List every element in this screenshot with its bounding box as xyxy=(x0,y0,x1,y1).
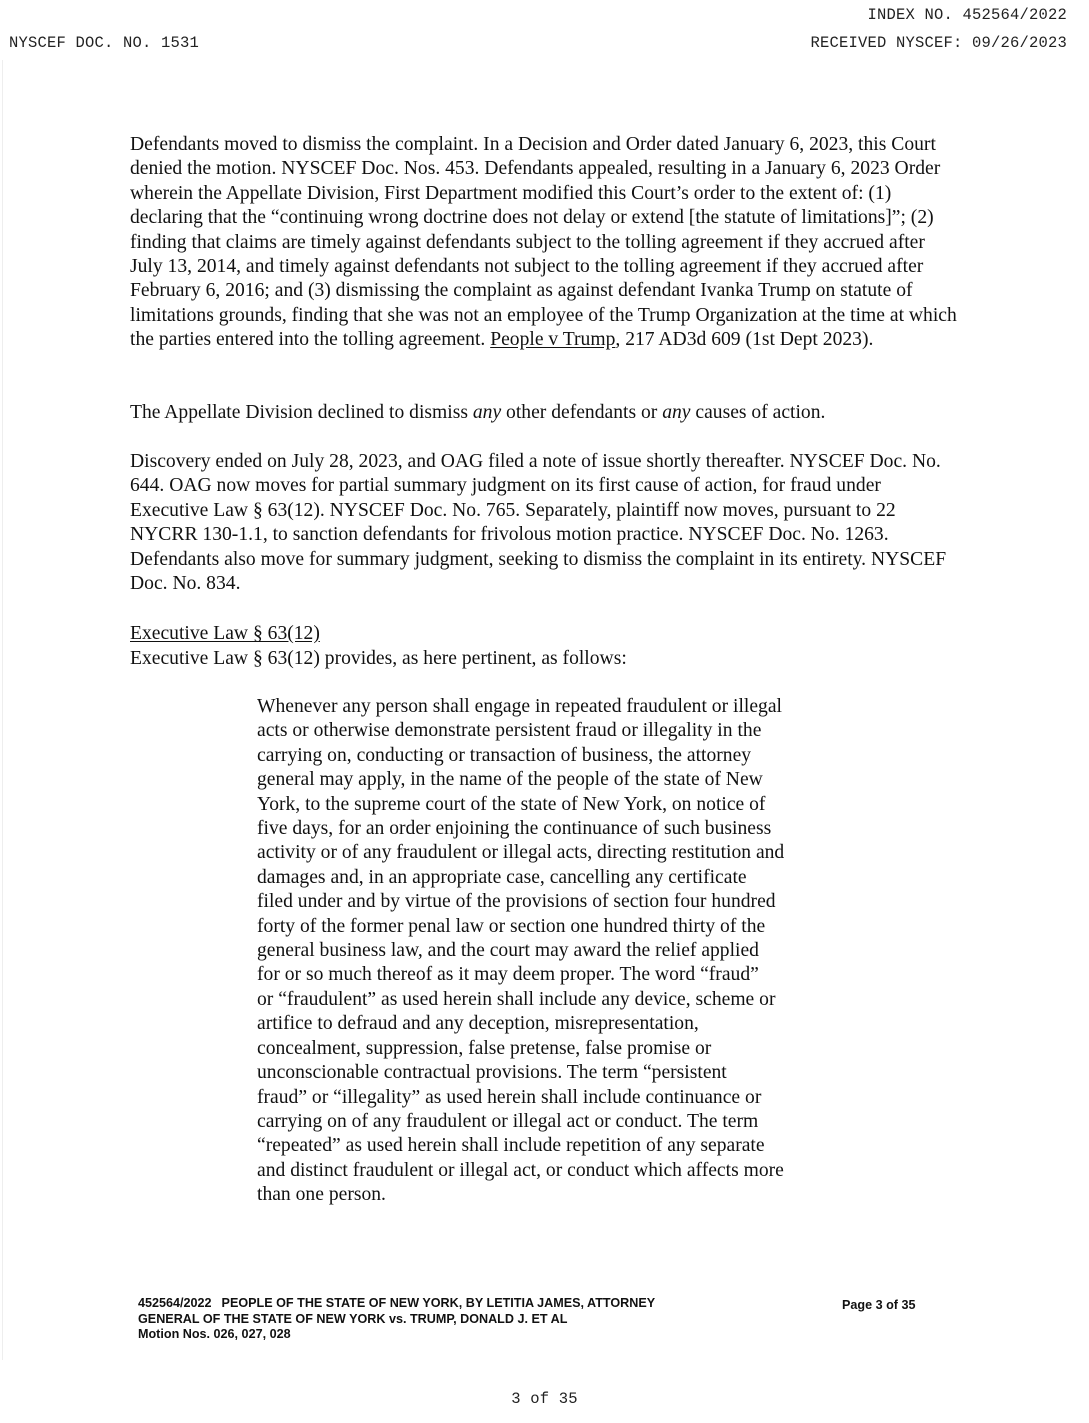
quote-line: general business law, and the court may award the relief applied xyxy=(257,940,759,962)
footer-motion-numbers: Motion Nos. 026, 027, 028 xyxy=(138,1327,291,1341)
quote-line: Whenever any person shall engage in repeated fraudulent or illegal xyxy=(257,696,782,717)
footer-caption-line: GENERAL OF THE STATE OF NEW YORK vs. TRUMP, DONALD J. ET AL xyxy=(138,1311,568,1326)
block-quote-statute xyxy=(257,695,847,1208)
emphasis-any: any xyxy=(662,402,691,423)
quote-line: five days, for an order enjoining the continuance of such business xyxy=(257,818,772,840)
quote-line: “repeated” as used herein shall include repetition of any separate xyxy=(257,1135,765,1157)
paragraph-discovery-motions xyxy=(130,450,960,596)
emphasis-any: any xyxy=(472,402,502,423)
quote-line: acts or otherwise demonstrate persistent fraud or illegality in the xyxy=(257,720,762,742)
section-heading-text: Executive Law § 63(12) xyxy=(130,623,320,644)
quote-line: general may apply, in the name of the people of the state of New xyxy=(257,769,763,791)
footer-case-number: 452564/2022 xyxy=(138,1296,212,1310)
page-counter: 3 of 35 xyxy=(511,1390,578,1408)
quote-line: activity or of any fraudulent or illegal acts, directing restitution and xyxy=(257,842,785,864)
paragraph-appellate-division xyxy=(130,401,960,425)
quote-line: unconscionable contractual provisions. The term “persistent xyxy=(257,1062,727,1084)
paragraph-text: Discovery ended on July 28, 2023, and OAG filed a note of issue shortly thereafter. NYSCEF Doc. No. 644. OAG now moves for partial summary judgment on its first cause of action, for fraud under Executive Law § 63(12). NYSCEF Doc. No. 765. Separately, plaintiff now moves, pursuant to 22 NYCRR 130-1.1, to sanction defendants for frivolous motion practice. NYSCEF Doc. No. 1263. Defendants also move for summary judgment, seeking to dismiss the complaint in its entirety. NYSCEF Doc. No. 834. xyxy=(130,451,947,595)
quote-line: for or so much thereof as it may deem proper. The word “fraud” xyxy=(257,964,759,986)
footer-case-caption xyxy=(138,1296,655,1343)
quote-line: carrying on of any fraudulent or illegal act or conduct. The term xyxy=(257,1110,759,1132)
paragraph-text: other defendants or xyxy=(501,402,663,423)
quote-line: artifice to defraud and any deception, misrepresentation, xyxy=(257,1013,699,1035)
paragraph-text: causes of action. xyxy=(690,402,826,423)
quote-line: fraud” or “illegality” as used herein shall include continuance or xyxy=(257,1086,762,1108)
quote-line: or “fraudulent” as used herein shall include any device, scheme or xyxy=(257,988,776,1010)
quote-line: forty of the former penal law or section one hundred thirty of the xyxy=(257,915,766,937)
section-heading xyxy=(130,622,960,646)
quote-line: and distinct fraudulent or illegal act, or conduct which affects more xyxy=(257,1159,784,1181)
paragraph-text: Executive Law § 63(12) provides, as here pertinent, as follows: xyxy=(130,648,627,669)
index-number: INDEX NO. 452564/2022 xyxy=(867,6,1067,24)
quote-line: concealment, suppression, false pretense, false promise or xyxy=(257,1037,712,1059)
nyscef-doc-number: NYSCEF DOC. NO. 1531 xyxy=(9,34,200,52)
footer-page-label: Page 3 of 35 xyxy=(842,1298,916,1312)
quote-line: filed under and by virtue of the provisions of section four hundred xyxy=(257,891,776,913)
paragraph-statute-intro xyxy=(130,647,960,671)
paragraph-text: The Appellate Division declined to dismiss xyxy=(130,402,473,423)
paragraph-procedural-history xyxy=(130,133,960,353)
paragraph-text: Defendants moved to dismiss the complaint. In a Decision and Order dated January 6, 2023, this Court denied the motion. NYSCEF Doc. Nos. 453. Defendants appealed, resulting in a January 6, 2023 Order wherein the Appellate Division, First Department modified this Court’s order to the extent of: (1) declaring that the “continuing wrong doctrine does not delay or extend [the statute of limitations]”; (2) finding that claims are timely against defendants subject to the tolling agreement if they accrued after July 13, 2014, and timely against defendants not subject to the tolling agreement if they accrued after February 6, 2016; and (3) dismissing the complaint as against defendant Ivanka Trump on statute of limitations grounds, finding that she was not an employee of the Trump Organization at the time at which the parties entered into the tolling agreement. xyxy=(130,134,957,351)
case-citation: People v Trump xyxy=(490,329,616,351)
quote-line: carrying on, conducting or transaction of business, the attorney xyxy=(257,744,752,766)
citation-reporter: , 217 AD3d 609 (1st Dept 2023). xyxy=(615,329,874,351)
footer-caption-line: PEOPLE OF THE STATE OF NEW YORK, BY LETITIA JAMES, ATTORNEY xyxy=(221,1296,656,1310)
scan-edge-line xyxy=(2,60,3,1360)
quote-line: than one person. xyxy=(257,1184,386,1206)
quote-line: York, to the supreme court of the state of New York, on notice of xyxy=(257,793,766,815)
received-date: RECEIVED NYSCEF: 09/26/2023 xyxy=(810,34,1067,52)
quote-line: damages and, in an appropriate case, cancelling any certificate xyxy=(257,866,747,888)
